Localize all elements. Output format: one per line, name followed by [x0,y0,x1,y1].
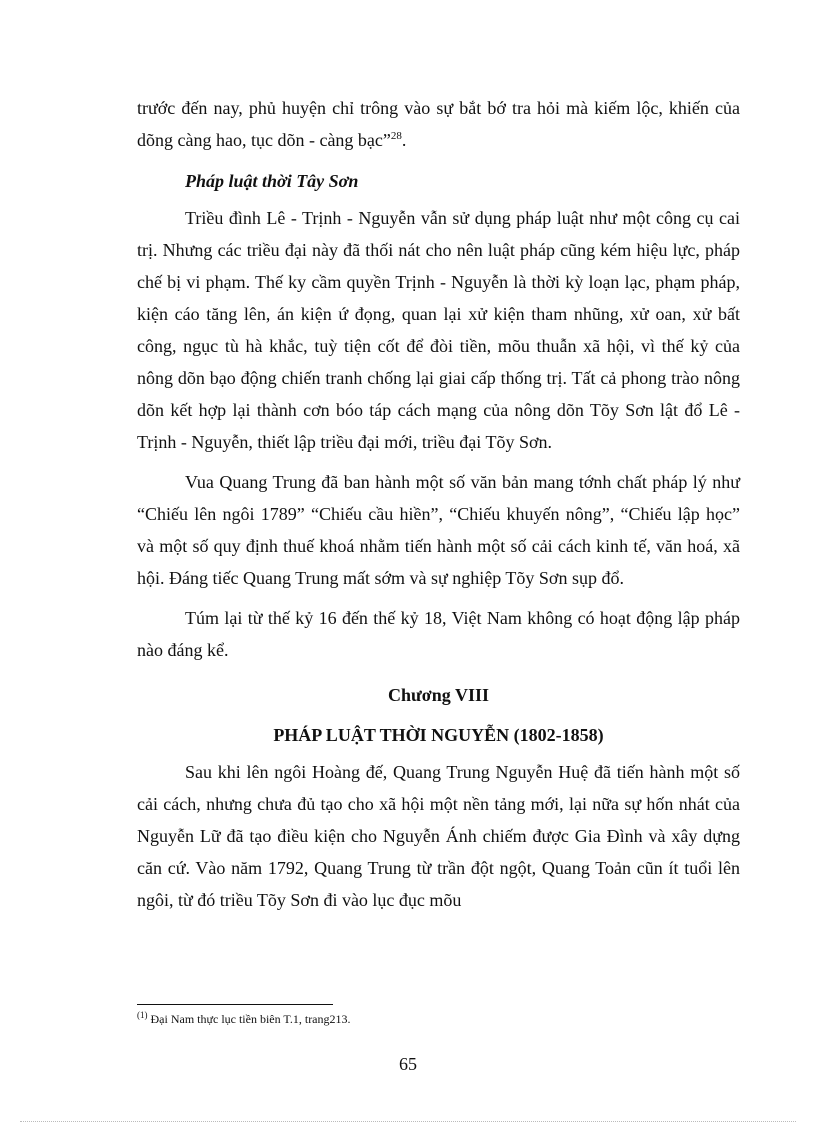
paragraph-nguyen-dynasty: Sau khi lên ngôi Hoàng đế, Quang Trung Nguyễn Huệ đã tiến hành một số cải cách, nhưng chưa đủ tạo cho xã hội một nền tảng mới, lại nữa sự hốn nhát của Nguyễn Lữ đã tạo điều kiện cho Nguyễn Ánh chiếm được Gia Đình và xây dựng căn cứ. Vào năm 1792, Quang Trung từ trần đột ngột, Quang Toản cũn ít tuổi lên ngôi, từ đó triều Tõy Sơn đi vào lục đục mõu [137,762,740,910]
paragraph-trinh-nguyen: Triều đình Lê - Trịnh - Nguyễn vẫn sử dụng pháp luật như một công cụ cai trị. Nhưng các triều đại này đã thối nát cho nên luật pháp cũng kém hiệu lực, pháp chế bị vi phạm. Thế ky cầm quyền Trịnh - Nguyễn là thời kỳ loạn lạc, phạm pháp, kiện cáo tăng lên, án kiện ứ đọng, quan lại xử kiện tham nhũng, xử oan, xử bất công, ngục tù hà khắc, tuỳ tiện cốt để đòi tiền, mõu thuẫn xã hội, vì thế kỷ của nông dõn bạo động chiến tranh chống lại giai cấp thống trị. Tất cả phong trào nông dõn kết hợp lại thành cơn bóo táp cách mạng của nông dõn Tõy Sơn lật đổ Lê - Trịnh - Nguyễn, thiết lập triều đại mới, triều đại Tõy Sơn. [137,208,740,452]
footnote-text: Đại Nam thực lục tiền biên T.1, trang213. [150,1012,351,1026]
chapter-number: Chương VIII [388,685,489,705]
footnote-marker: (1) [137,1010,148,1020]
paragraph-summary: Túm lại từ thế kỷ 16 đến thế kỷ 18, Việt Nam không có hoạt động lập pháp nào đáng kể. [137,608,740,660]
paragraph-quang-trung: Vua Quang Trung đã ban hành một số văn bản mang tớnh chất pháp lý như “Chiếu lên ngôi 1789” “Chiếu cầu hiền”, “Chiếu khuyến nông”, “Chiếu lập học” và một số quy định thuế khoá nhằm tiến hành một số cải cách kinh tế, văn hoá, xã hội. Đáng tiếc Quang Trung mất sớm và sự nghiệp Tõy Sơn sụp đổ. [137,472,740,588]
section-heading: Pháp luật thời Tây Sơn [185,171,359,191]
page-number: 65 [399,1054,417,1074]
chapter-title: PHÁP LUẬT THỜI NGUYỄN (1802-1858) [273,725,604,745]
footnote-reference[interactable]: 28 [390,130,402,142]
footnote-divider [137,1004,333,1005]
page-bottom-divider [20,1121,796,1122]
page-body [137,92,740,916]
footnote [137,1011,351,1027]
paragraph-continuation: trước đến nay, phủ huyện chỉ trông vào sự bắt bớ tra hỏi mà kiếm lộc, khiến của dõng càng hao, tục dõn - càng bạc”$^{28}$. [137,98,740,150]
